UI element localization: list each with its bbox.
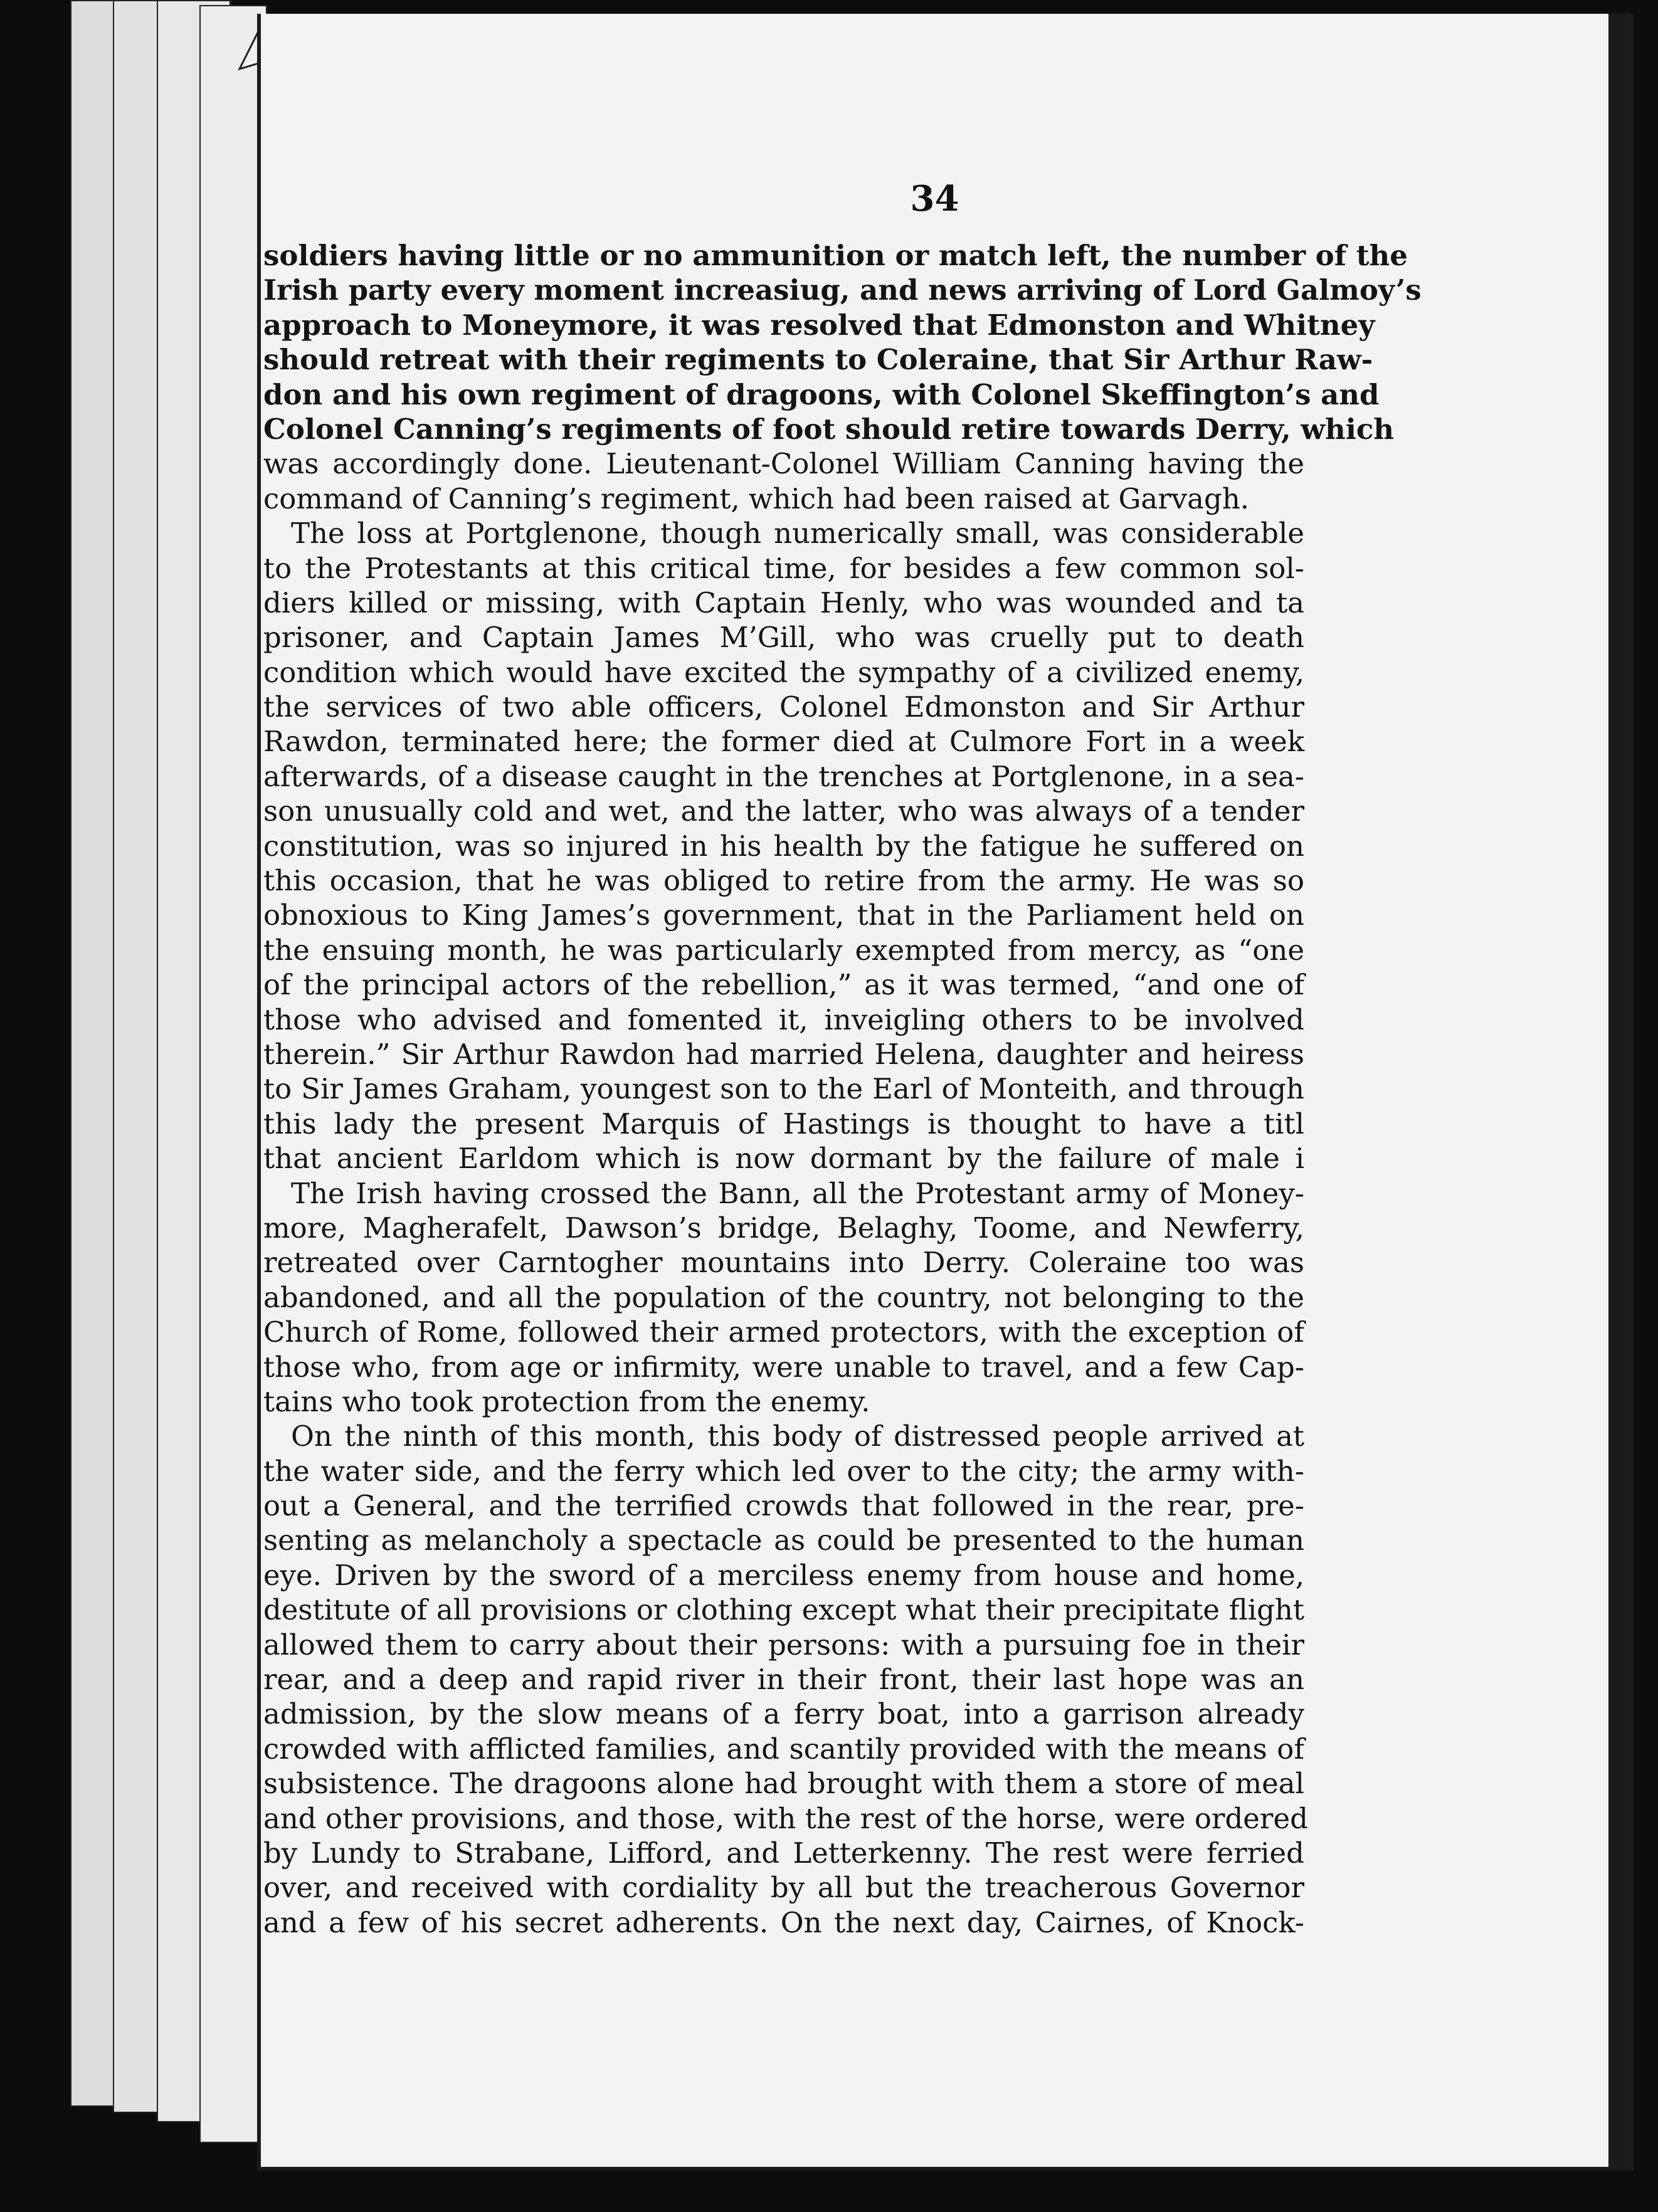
text-line: eye. Driven by the sword of a merciless enemy from house and home, xyxy=(263,1558,1304,1592)
text-line: Rawdon, terminated here; the former died at Culmore Fort in a week xyxy=(263,725,1304,759)
paper-blotch xyxy=(1518,571,1574,640)
text-line: son unusually cold and wet, and the latter, who was always of a tender xyxy=(263,794,1304,828)
text-line: this occasion, that he was obliged to retire from the army. He was so xyxy=(263,864,1304,898)
text-line: abandoned, and all the population of the country, not belonging to the xyxy=(263,1280,1304,1314)
text-line: those who advised and fomented it, inveigling others to be involved xyxy=(263,1003,1304,1036)
text-line: Colonel Canning’s regiments of foot should retire towards Derry, which xyxy=(263,412,1394,446)
text-line: this lady the present Marquis of Hastings is thought to have a titl xyxy=(263,1107,1304,1140)
text-line: should retreat with their regiments to Coleraine, that Sir Arthur Raw- xyxy=(263,343,1373,377)
text-line: over, and received with cordiality by all but the treacherous Governor xyxy=(263,1871,1304,1905)
text-line: afterwards, of a disease caught in the trenches at Portglenone, in a sea- xyxy=(263,759,1304,793)
text-line: The loss at Portglenone, though numerically small, was considerable xyxy=(291,517,1304,550)
page-number: 34 xyxy=(910,178,959,219)
text-line: tains who took protection from the enemy. xyxy=(263,1384,870,1418)
text-line: the water side, and the ferry which led over to the city; the army with- xyxy=(263,1454,1304,1488)
text-line: subsistence. The dragoons alone had brought with them a store of meal xyxy=(263,1767,1304,1801)
text-line: approach to Moneymore, it was resolved that Edmonston and Whitney xyxy=(263,308,1375,342)
text-line: the ensuing month, he was particularly exempted from mercy, as “one xyxy=(263,933,1304,967)
text-line: On the ninth of this month, this body of distressed people arrived at xyxy=(291,1419,1304,1453)
text-line: out a General, and the terrified crowds that followed in the rear, pre- xyxy=(263,1489,1304,1523)
text-line: and other provisions, and those, with the rest of the horse, were ordered xyxy=(263,1801,1308,1835)
text-line: the services of two able officers, Colonel Edmonston and Sir Arthur xyxy=(263,690,1304,724)
text-line: senting as melancholy a spectacle as could be presented to the human xyxy=(263,1524,1304,1557)
text-line: don and his own regiment of dragoons, with Colonel Skeffington’s and xyxy=(263,377,1380,411)
text-line: was accordingly done. Lieutenant-Colonel William Canning having the xyxy=(263,447,1304,481)
text-line: those who, from age or infirmity, were unable to travel, and a few Cap- xyxy=(263,1350,1304,1384)
text-line: soldiers having little or no ammunition or match left, the number of the xyxy=(263,239,1408,272)
text-line: command of Canning’s regiment, which had been raised at Garvagh. xyxy=(263,482,1250,515)
paper-blotch xyxy=(1486,1066,1555,1154)
text-line: constitution, was so injured in his health by the fatigue he suffered on xyxy=(263,829,1304,863)
text-line: retreated over Carntogher mountains into Derry. Coleraine too was xyxy=(263,1246,1304,1280)
body-text xyxy=(263,238,1422,1940)
text-line: destitute of all provisions or clothing except what their precipitate flight xyxy=(263,1593,1304,1627)
text-line: therein.” Sir Arthur Rawdon had married Helena, daughter and heiress xyxy=(263,1037,1304,1071)
text-line: to the Protestants at this critical time, for besides a few common sol- xyxy=(263,551,1304,585)
text-line: of the principal actors of the rebellion,” as it was termed, “and one of xyxy=(263,968,1304,1002)
text-line: rear, and a deep and rapid river in their front, their last hope was an xyxy=(263,1663,1304,1697)
text-line: by Lundy to Strabane, Lifford, and Letterkenny. The rest were ferried xyxy=(263,1836,1304,1870)
text-line: to Sir James Graham, youngest son to the Earl of Monteith, and through xyxy=(263,1072,1304,1106)
text-line: condition which would have excited the sympathy of a civilized enemy, xyxy=(263,655,1304,689)
text-line: and a few of his secret adherents. On the next day, Cairnes, of Knock- xyxy=(263,1905,1304,1939)
text-line: The Irish having crossed the Bann, all the Protestant army of Money- xyxy=(291,1176,1304,1210)
text-line: that ancient Earldom which is now dormant by the failure of male i xyxy=(263,1142,1304,1176)
text-line: more, Magherafelt, Dawson’s bridge, Belaghy, Toome, and Newferry, xyxy=(263,1211,1304,1245)
text-line: Irish party every moment increasiug, and news arriving of Lord Galmoy’s xyxy=(263,273,1422,307)
text-line: Church of Rome, followed their armed protectors, with the exception of xyxy=(263,1315,1304,1349)
text-line: allowed them to carry about their persons: with a pursuing foe in their xyxy=(263,1628,1304,1662)
text-line: admission, by the slow means of a ferry boat, into a garrison already xyxy=(263,1697,1304,1731)
text-line: obnoxious to King James’s government, that in the Parliament held on xyxy=(263,898,1304,932)
text-line: prisoner, and Captain James M’Gill, who was cruelly put to death xyxy=(263,621,1304,655)
page-shadow xyxy=(1608,14,1634,2171)
text-line: diers killed or missing, with Captain Henly, who was wounded and ta xyxy=(263,586,1304,619)
text-line: crowded with afflicted families, and scantily provided with the means of xyxy=(263,1732,1304,1766)
